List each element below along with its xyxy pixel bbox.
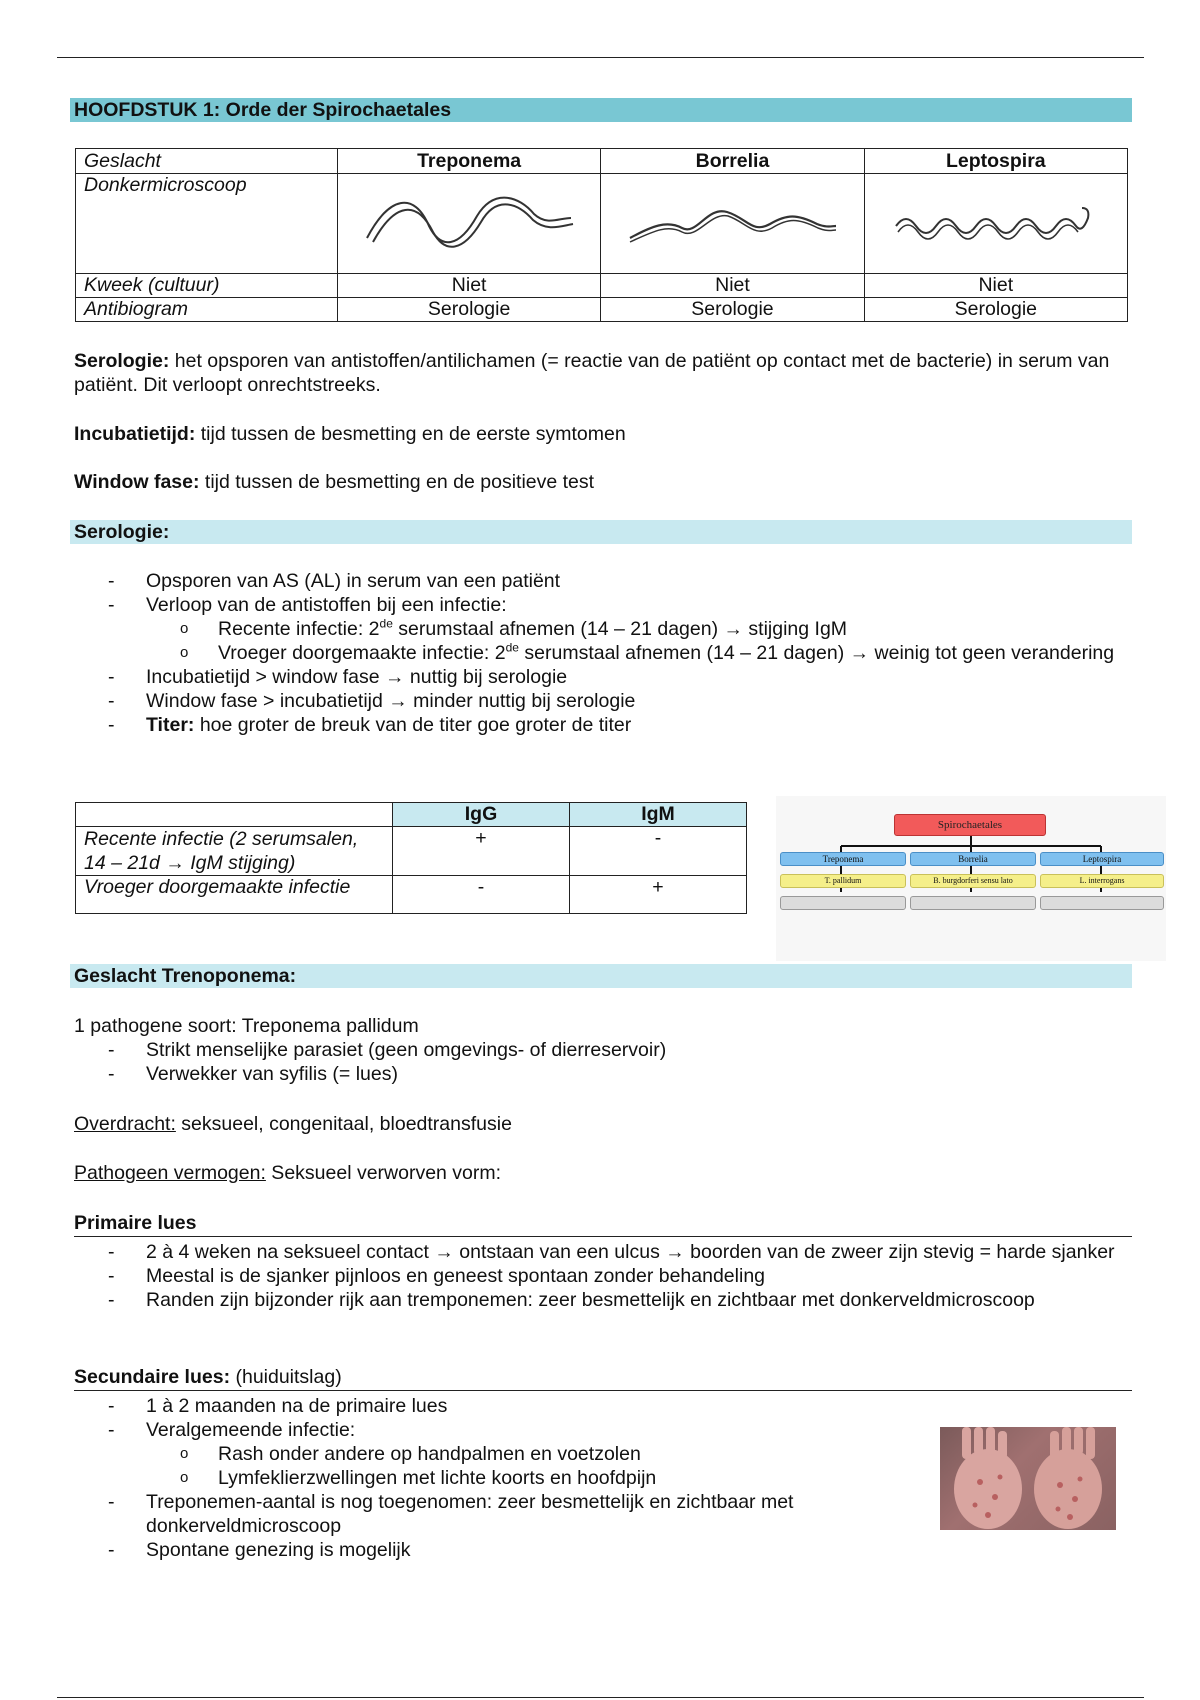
- cell-igg: -: [393, 876, 570, 914]
- list-item: - 2 à 4 weken na seksueel contact → ontstaan van een ulcus → boorden van de zweer zijn stevig = harde sjanker: [108, 1241, 1115, 1263]
- primaire-list: [74, 1240, 1134, 1312]
- list-item: - Veralgemeende infectie: o Rash onder andere op handpalmen en voetzolen o Lymfeklierzwellingen met lichte koorts en hoofdpijn: [74, 1418, 864, 1490]
- chapter-title: HOOFDSTUK 1: Orde der Spirochaetales: [70, 98, 1132, 122]
- cell-value: Serologie: [601, 298, 864, 322]
- cell-value: Niet: [601, 274, 864, 298]
- serologie-list: [74, 569, 1134, 737]
- list-item: - Spontane genezing is mogelijk: [108, 1539, 411, 1561]
- tree-genus-leptospira: Leptospira: [1040, 852, 1164, 866]
- sub-item: o Vroeger doorgemaakte infectie: 2de serumstaal afnemen (14 – 21 dagen) → weinig tot geen verandering: [180, 640, 1115, 664]
- table-header-label: Geslacht: [76, 149, 338, 174]
- taxonomy-tree: [776, 796, 1166, 961]
- tree-species-burgdorferi: B. burgdorferi sensu lato: [910, 874, 1036, 888]
- ig-table-corner: [76, 803, 393, 827]
- cell-igm: +: [570, 876, 747, 914]
- definition-term: Window fase:: [74, 471, 200, 493]
- cell-value: Serologie: [864, 298, 1127, 322]
- row-label-donkermicroscoop: Donkermicroscoop: [76, 174, 338, 274]
- column-leptospira: Leptospira: [864, 149, 1127, 174]
- tree-genus-borrelia: Borrelia: [910, 852, 1036, 866]
- sub-item: o Recente infectie: 2de serumstaal afnemen (14 – 21 dagen) → stijging IgM: [180, 616, 848, 640]
- list-item: - Verloop van de antistoffen bij een infectie: o Recente infectie: 2de serumstaal afnemen (14 – 21 dagen) → stijging IgM o Vroeger doorgemaakte infectie: 2de serumstaal afnemen (14 – 21 dagen) → weinig tot geen verandering: [74, 593, 1134, 665]
- definition-text: tijd tussen de besmetting en de positieve test: [199, 471, 595, 493]
- cell-igm: -: [570, 827, 747, 876]
- row-label-kweek: Kweek (cultuur): [76, 274, 338, 298]
- sublist: [146, 617, 1134, 665]
- list-item: - Verwekker van syfilis (= lues): [108, 1063, 398, 1085]
- column-borrelia: Borrelia: [601, 149, 864, 174]
- definition-term: Incubatietijd:: [74, 423, 196, 445]
- pathogeen-label: Pathogeen vermogen:: [74, 1162, 266, 1184]
- definition-window-fase: [74, 470, 1124, 494]
- row-label-antibiogram: Antibiogram: [76, 298, 338, 322]
- overdracht-text: seksueel, congenitaal, bloedtransfusie: [175, 1113, 512, 1135]
- tree-species-pallidum: T. pallidum: [780, 874, 906, 888]
- tree-genus-treponema: Treponema: [780, 852, 906, 866]
- treponema-list: [74, 1038, 1134, 1086]
- overdracht: [74, 1112, 1124, 1136]
- definition-text: tijd tussen de besmetting en de eerste symtomen: [195, 423, 626, 445]
- row-label-vroeger: Vroeger doorgemaakte infectie: [76, 876, 393, 914]
- ig-table: [75, 802, 747, 914]
- tree-species-interrogans: L. interrogans: [1040, 874, 1164, 888]
- rash-hands-photo: [940, 1427, 1116, 1530]
- list-item: - Treponemen-aantal is nog toegenomen: zeer besmettelijk en zichtbaar met donkerveldmicroscoop: [108, 1491, 794, 1537]
- tree-placeholder-box: [910, 896, 1036, 910]
- list-item: - Randen zijn bijzonder rijk aan tremponemen: zeer besmettelijk en zichtbaar met donkerveldmicroscoop: [108, 1289, 1035, 1311]
- row-label-recente: Recente infectie (2 serumsalen, 14 – 21d → IgM stijging): [76, 827, 393, 876]
- list-item: - 1 à 2 maanden na de primaire lues: [108, 1395, 448, 1417]
- cell-value: Niet: [864, 274, 1127, 298]
- sublist: [146, 1442, 864, 1490]
- tree-placeholder-box: [1040, 896, 1164, 910]
- list-item: - Meestal is de sjanker pijnloos en geneest spontaan zonder behandeling: [108, 1265, 766, 1287]
- sub-item: o Lymfeklierzwellingen met lichte koorts en hoofdpijn: [180, 1467, 657, 1489]
- spirochaetales-table: [75, 148, 1128, 322]
- definition-term: Serologie:: [74, 350, 170, 372]
- column-igg: IgG: [393, 803, 570, 827]
- cell-value: Niet: [337, 274, 600, 298]
- primaire-title: Primaire lues: [74, 1211, 1132, 1237]
- leptospira-drawing: [864, 174, 1127, 274]
- list-item: - Strikt menselijke parasiet (geen omgevings- of dierreservoir): [108, 1039, 667, 1061]
- column-treponema: Treponema: [337, 149, 600, 174]
- list-item: - Titer: hoe groter de breuk van de titer goe groter de titer: [108, 714, 632, 736]
- borrelia-drawing: [601, 174, 864, 274]
- sub-item: o Rash onder andere op handpalmen en voetzolen: [180, 1443, 641, 1465]
- secundaire-list: [74, 1394, 864, 1562]
- treponema-intro: 1 pathogene soort: Treponema pallidum: [74, 1015, 419, 1037]
- serologie-title: Serologie:: [70, 520, 1132, 544]
- list-item: - Window fase > incubatietijd → minder nuttig bij serologie: [108, 690, 636, 712]
- definition-text: het opsporen van antistoffen/antilichamen (= reactie van de patiënt op contact met de bacterie) in serum van patiënt. Dit verloopt onrechtstreeks.: [74, 350, 1110, 396]
- tree-placeholder-box: [780, 896, 906, 910]
- list-item: - Opsporen van AS (AL) in serum van een patiënt: [108, 570, 561, 592]
- treponema-title: Geslacht Trenoponema:: [70, 964, 1132, 988]
- cell-igg: +: [393, 827, 570, 876]
- bottom-rule: [57, 1697, 1144, 1698]
- cell-value: Serologie: [337, 298, 600, 322]
- list-item: - Incubatietijd > window fase → nuttig bij serologie: [108, 666, 568, 688]
- definition-incubatietijd: [74, 422, 1124, 446]
- secundaire-title: Secundaire lues: (huiduitslag): [74, 1365, 1132, 1391]
- treponema-drawing: [337, 174, 600, 274]
- tree-root: Spirochaetales: [894, 814, 1046, 836]
- pathogeen-vermogen: [74, 1161, 1124, 1185]
- definition-serologie: [74, 349, 1124, 397]
- top-rule: [57, 57, 1144, 58]
- pathogeen-text: Seksueel verworven vorm:: [265, 1162, 502, 1184]
- overdracht-label: Overdracht:: [74, 1113, 176, 1135]
- column-igm: IgM: [570, 803, 747, 827]
